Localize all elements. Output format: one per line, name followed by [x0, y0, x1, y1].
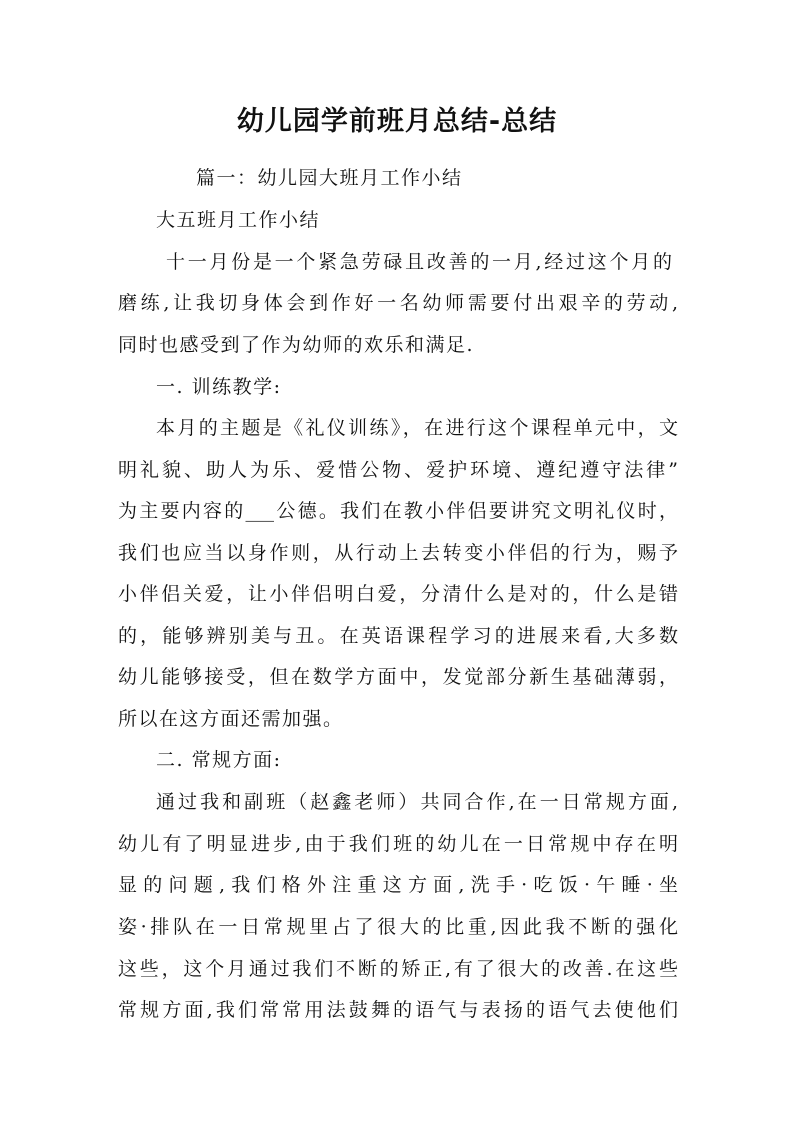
document-title: 幼儿园学前班月总结-总结	[236, 106, 558, 137]
section-subheading: 一. 训练教学:	[156, 376, 282, 398]
paragraph-line: 常规方面,我们常常用法鼓舞的语气与表扬的语气去使他们	[118, 999, 678, 1021]
section-subheading: 二. 常规方面:	[156, 749, 282, 771]
paragraph-line: 通过我和副班（赵鑫老师）共同合作,在一日常规方面,	[156, 791, 678, 813]
paragraph-line: 十一月份是一个紧急劳碌且改善的一月,经过这个月的	[166, 251, 672, 273]
paragraph-line: 幼儿有了明显进步,由于我们班的幼儿在一日常规中存在明	[118, 833, 678, 855]
paragraph-line: 幼儿能够接受，但在数学方面中，发觉部分新生基础薄弱，	[118, 666, 678, 688]
paragraph-line: 为主要内容的___公德。我们在教小伴侣要讲究文明礼仪时，	[118, 500, 678, 522]
paragraph-line: 显的问题,我们格外注重这方面,洗手·吃饭·午睡·坐	[118, 874, 678, 896]
paragraph-line: 姿·排队在一日常规里占了很大的比重,因此我不断的强化	[118, 916, 678, 938]
paragraph-line: 小伴侣关爱，让小伴侣明白爱，分清什么是对的，什么是错	[118, 583, 678, 605]
paragraph-line: 本月的主题是《礼仪训练》，在进行这个课程单元中，文	[156, 417, 678, 439]
paragraph-line: 明礼貌、助人为乐、爱惜公物、爱护环境、遵纪遵守法律”	[118, 459, 678, 481]
paragraph-line: 我们也应当以身作则，从行动上去转变小伴侣的行为，赐予	[118, 542, 678, 564]
paragraph-line: 所以在这方面还需加强。	[118, 708, 344, 730]
paragraph-line: 的，能够辨别美与丑。在英语课程学习的进展来看,大多数	[118, 625, 678, 647]
class-heading: 大五班月工作小结	[156, 209, 321, 231]
paragraph-line: 这些，这个月通过我们不断的矫正,有了很大的改善.在这些	[118, 958, 678, 980]
paragraph-line: 磨练,让我切身体会到作好一名幼师需要付出艰辛的劳动,	[118, 292, 678, 314]
paragraph-line: 同时也感受到了作为幼师的欢乐和满足.	[118, 334, 475, 356]
section-heading: 篇一：幼儿园大班月工作小结	[196, 167, 463, 189]
